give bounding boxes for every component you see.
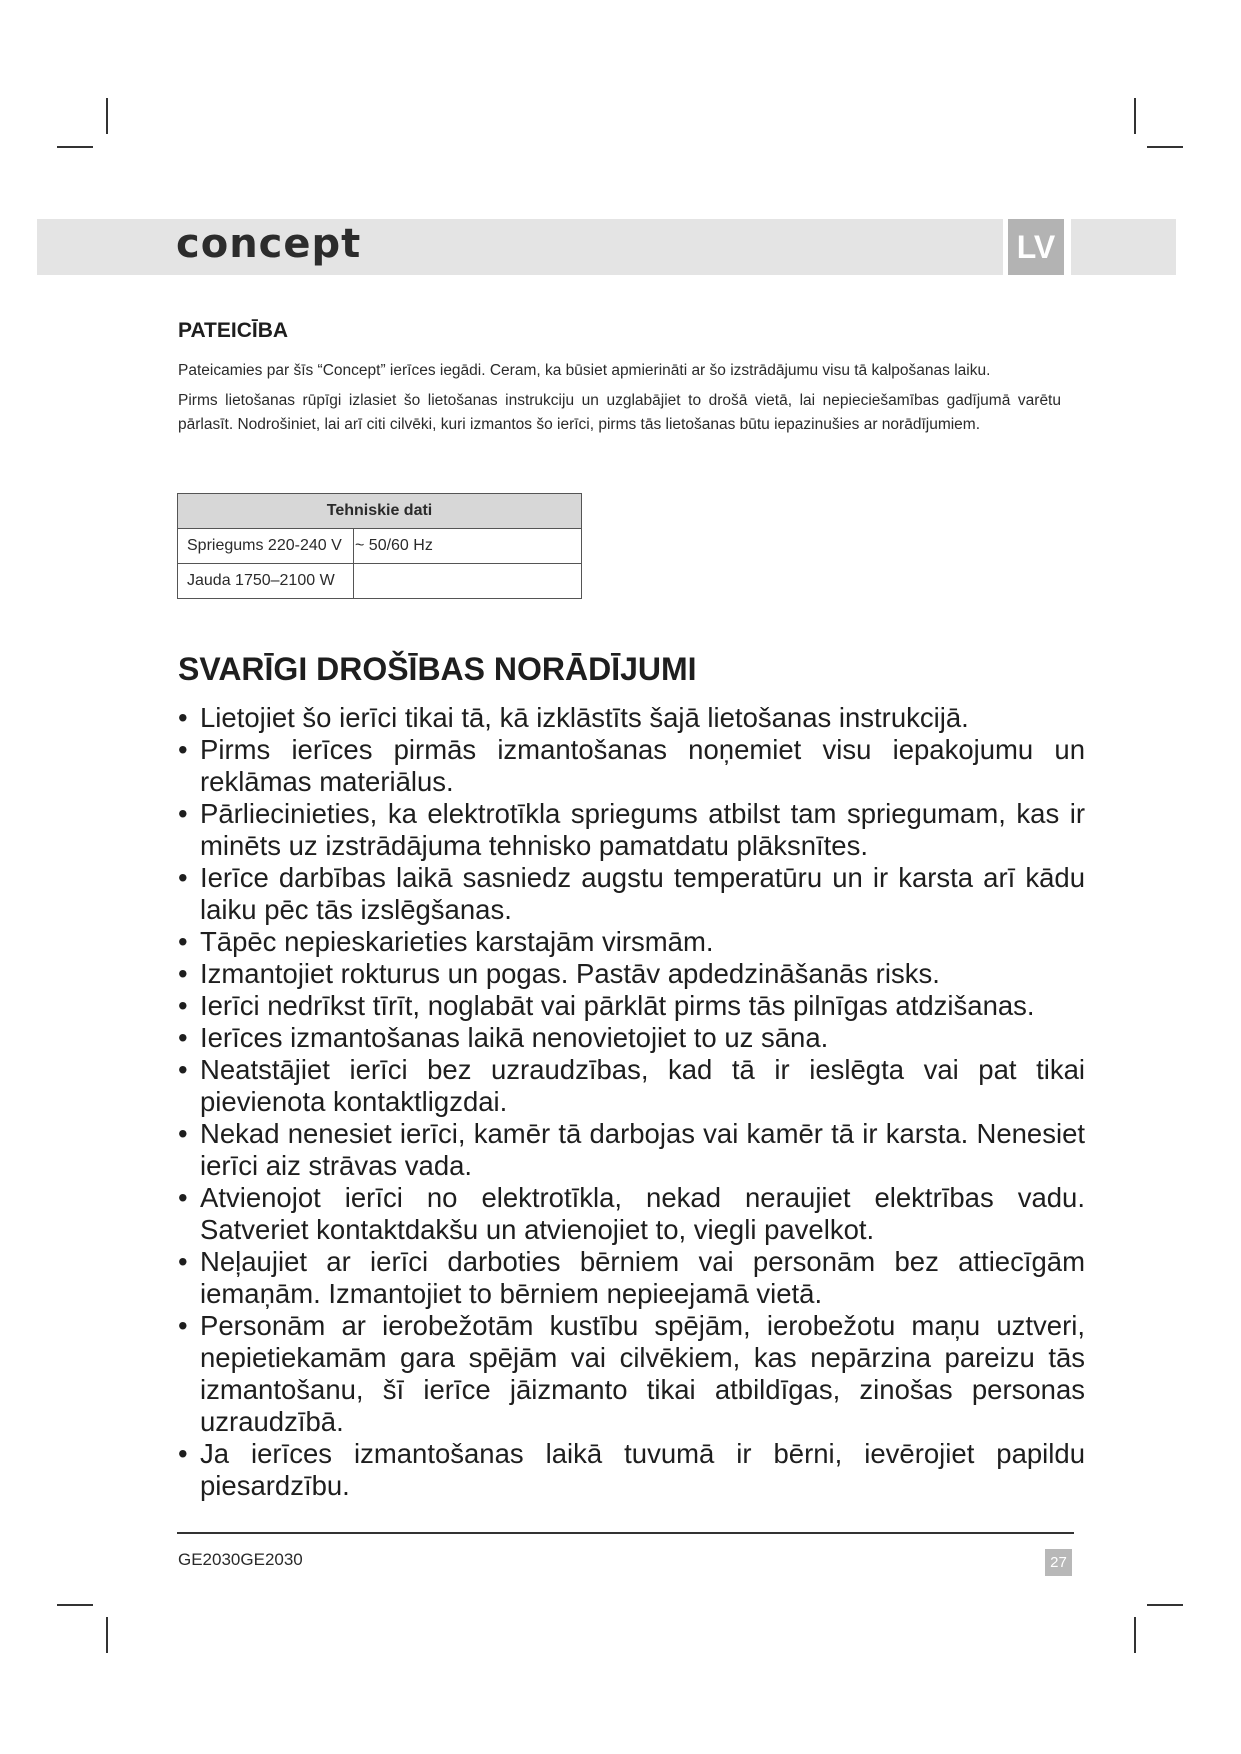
crop-mark <box>1147 146 1183 148</box>
list-item: • Ierīces izmantošanas laikā nenovietojiet to uz sāna. <box>178 1022 1085 1054</box>
list-item: • Nekad nenesiet ierīci, kamēr tā darbojas vai kamēr tā ir karsta. Nenesiet ierīci aiz strāvas vada. <box>178 1118 1085 1182</box>
list-item: • Lietojiet šo ierīci tikai tā, kā izklāstīts šajā lietošanas instrukcijā. <box>178 702 1085 734</box>
brand-logo: concept <box>176 221 362 267</box>
spec-table-title: Tehniskie dati <box>178 494 582 529</box>
list-item: • Neatstājiet ierīci bez uzraudzības, kad tā ir ieslēgta vai pat tikai pievienota kontaktligzdai. <box>178 1054 1085 1118</box>
table-row <box>178 564 582 599</box>
crop-mark <box>57 146 93 148</box>
footer-divider <box>177 1532 1074 1534</box>
list-item: • Ierīci nedrīkst tīrīt, noglabāt vai pārklāt pirms tās pilnīgas atdzišanas. <box>178 990 1085 1022</box>
page-number: 27 <box>1045 1549 1072 1576</box>
crop-mark <box>106 1617 108 1653</box>
list-item: • Pārliecinieties, ka elektrotīkla spriegums atbilst tam spriegumam, kas ir minēts uz izstrādājuma tehnisko pamatdatu plāksnītes. <box>178 798 1085 862</box>
list-item: • Atvienojot ierīci no elektrotīkla, nekad neraujiet elektrības vadu. Satveriet kontaktdakšu un atvienojiet to, viegli pavelkot. <box>178 1182 1085 1246</box>
header-band-end <box>1071 219 1176 275</box>
crop-mark <box>57 1604 93 1606</box>
list-item: • Tāpēc nepieskarieties karstajām virsmām. <box>178 926 1085 958</box>
spec-label: Spriegums 220-240 V <box>178 529 354 564</box>
list-item: • Personām ar ierobežotām kustību spējām, ierobežotu maņu uztveri, nepietiekamām gara spējām vai cilvēkiem, kas nepārzina pareizu tās izmantošanu, šī ierīce jāizmanto tikai atbildīgas, zinošas personas uzraudzībā. <box>178 1310 1085 1438</box>
crop-mark <box>1134 98 1136 134</box>
spec-value: ~ 50/60 Hz <box>354 529 582 564</box>
spec-table <box>177 493 582 599</box>
list-item: • Neļaujiet ar ierīci darboties bērniem vai personām bez attiecīgām iemaņām. Izmantojiet to bērniem nepieejamā vietā. <box>178 1246 1085 1310</box>
list-item: • Pirms ierīces pirmās izmantošanas noņemiet visu iepakojumu un reklāmas materiālus. <box>178 734 1085 798</box>
list-item: • Izmantojiet rokturus un pogas. Pastāv apdedzināšanās risks. <box>178 958 1085 990</box>
intro-paragraph: Pateicamies par šīs “Concept” ierīces iegādi. Ceram, ka būsiet apmierināti ar šo izstrādājumu visu tā kalpošanas laiku. <box>178 362 991 379</box>
crop-mark <box>1134 1617 1136 1653</box>
safety-list <box>178 702 1085 1502</box>
spec-value <box>354 564 582 599</box>
safety-title: SVARĪGI DROŠĪBAS NORĀDĪJUMI <box>178 651 697 687</box>
crop-mark <box>1147 1604 1183 1606</box>
spec-label: Jauda 1750–2100 W <box>178 564 354 599</box>
intro-paragraph: Pirms lietošanas rūpīgi izlasiet šo lietošanas instrukciju un uzglabājiet to drošā vietā, lai nepieciešamības gadījumā varētu pārlasīt. Nodrošiniet, lai arī citi cilvēki, kuri izmantos šo ierīci, pirms tās lietošanas būtu iepazinušies ar norādījumiem. <box>178 392 1061 433</box>
list-item: • Ierīce darbības laikā sasniedz augstu temperatūru un ir karsta arī kādu laiku pēc tās izslēgšanas. <box>178 862 1085 926</box>
footer-model-number: GE2030GE2030 <box>178 1550 303 1569</box>
table-row <box>178 529 582 564</box>
language-badge: LV <box>1008 219 1064 275</box>
list-item: • Ja ierīces izmantošanas laikā tuvumā ir bērni, ievērojiet papildu piesardzību. <box>178 1438 1085 1502</box>
intro-title: PATEICĪBA <box>178 319 289 342</box>
crop-mark <box>106 98 108 134</box>
